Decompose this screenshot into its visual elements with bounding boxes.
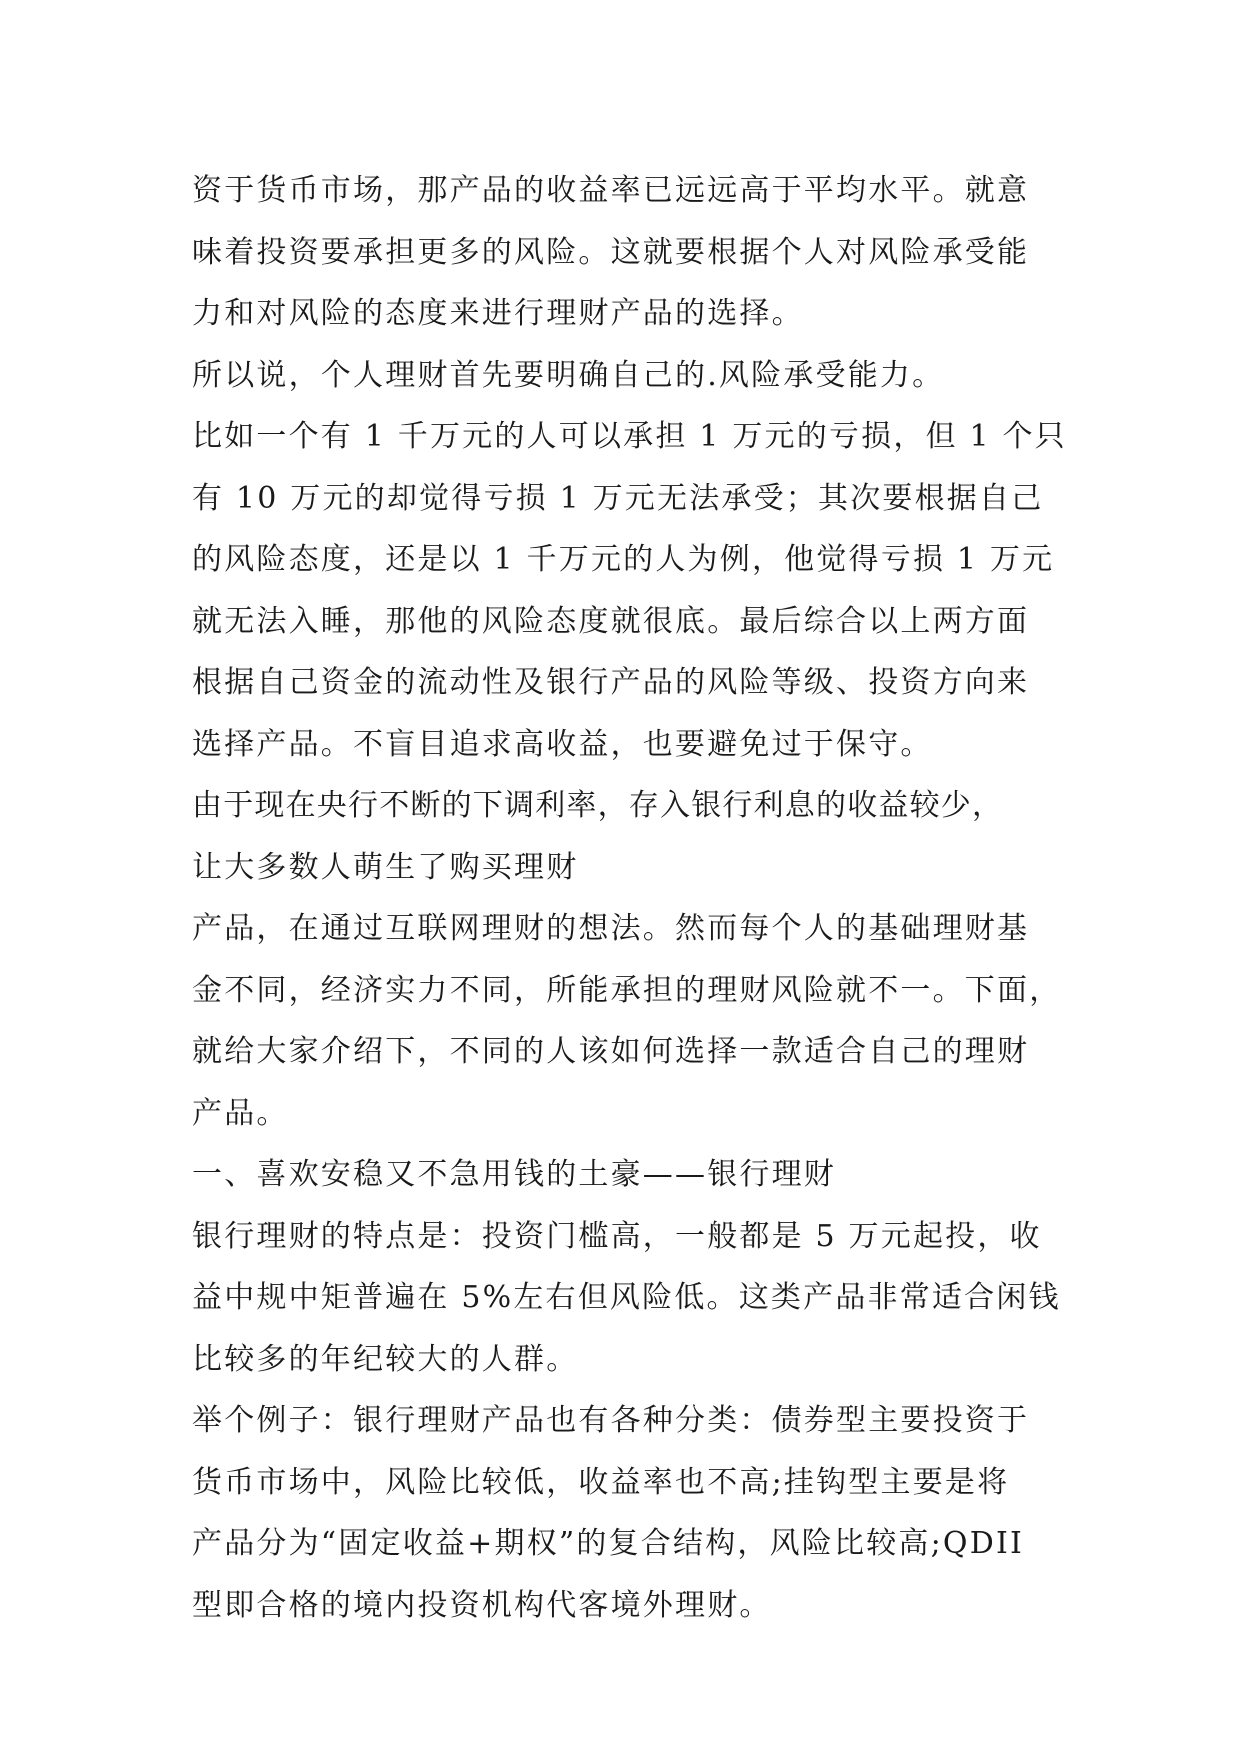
text-line: 有 10 万元的却觉得亏损 1 万元无法承受；其次要根据自己 — [192, 480, 1044, 516]
text-line: 型即合格的境内投资机构代客境外理财。 — [192, 1587, 772, 1623]
text-line: 货币市场中，风险比较低，收益率也不高;挂钩型主要是将 — [192, 1464, 1010, 1500]
text-line: 产品，在通过互联网理财的想法。然而每个人的基础理财基 — [192, 911, 1030, 946]
text-line: 资于货币市场，那产品的收益率已远远高于平均水平。就意 — [192, 173, 1030, 208]
text-line: 力和对风险的态度来进行理财产品的选择。 — [192, 296, 804, 331]
text-line: 所以说，个人理财首先要明确自己的.风险承受能力。 — [192, 357, 945, 393]
text-line: 益中规中矩普遍在 5%左右但风险低。这类产品非常适合闲钱 — [192, 1280, 1061, 1315]
text-line: 就给大家介绍下，不同的人该如何选择一款适合自己的理财 — [192, 1034, 1030, 1069]
text-line: 产品分为“固定收益+期权”的复合结构，风险比较高;QDII — [192, 1526, 1025, 1561]
text-line: 就无法入睡，那他的风险态度就很底。最后综合以上两方面 — [192, 603, 1030, 639]
text-line: 让大多数人萌生了购买理财 — [192, 849, 579, 885]
text-line: 举个例子：银行理财产品也有各种分类：债券型主要投资于 — [192, 1403, 1030, 1438]
text-line: 根据自己资金的流动性及银行产品的风险等级、投资方向来 — [192, 665, 1030, 700]
text-line: 味着投资要承担更多的风险。这就要根据个人对风险承受能 — [192, 234, 1030, 270]
text-line: 产品。 — [192, 1095, 289, 1131]
text-line: 由于现在央行不断的下调利率，存入银行利息的收益较少， — [192, 788, 1004, 823]
text-line: 的风险态度，还是以 1 千万元的人为例，他觉得亏损 1 万元 — [192, 542, 1055, 577]
text-line: 金不同，经济实力不同，所能承担的理财风险就不一。下面， — [192, 972, 1062, 1008]
text-line: 比较多的年纪较大的人群。 — [192, 1341, 579, 1377]
text-line: 比如一个有 1 千万元的人可以承担 1 万元的亏损，但 1 个只 — [192, 419, 1067, 454]
body-text — [192, 160, 1067, 1636]
text-line: 选择产品。不盲目追求高收益，也要避免过于保守。 — [192, 726, 933, 762]
text-line: 银行理财的特点是：投资门槛高，一般都是 5 万元起投，收 — [192, 1218, 1042, 1254]
section-heading: 一、喜欢安稳又不急用钱的土豪——银行理财 — [192, 1157, 836, 1192]
